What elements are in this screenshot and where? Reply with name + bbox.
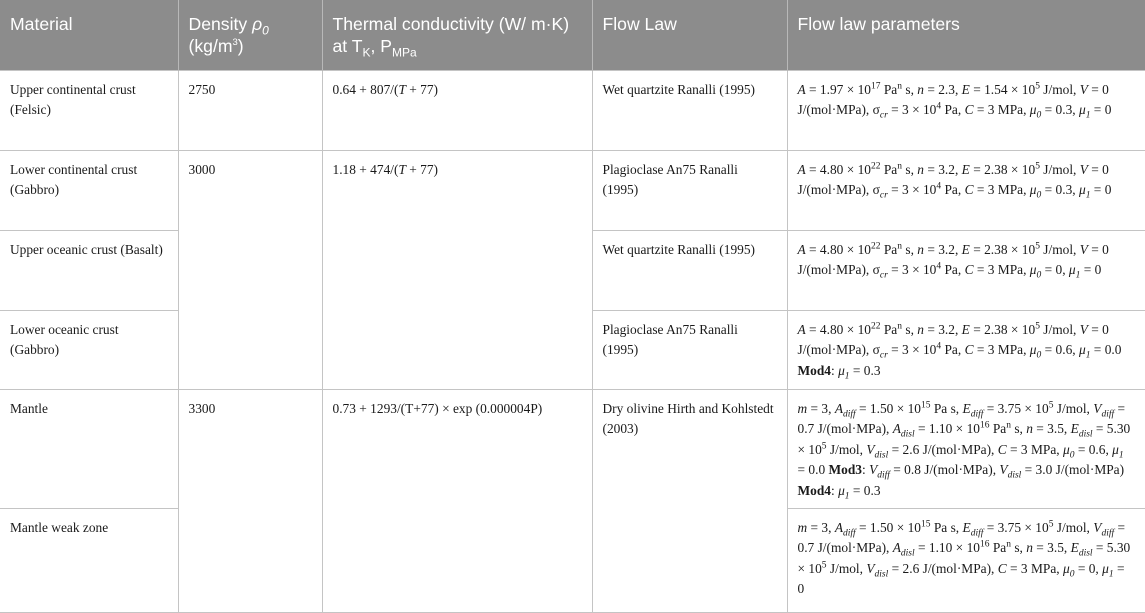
cell-material: Mantle xyxy=(0,389,178,508)
cell-flow-law: Wet quartzite Ranalli (1995) xyxy=(592,70,787,150)
cell-flow-law: Plagioclase An75 Ranalli (1995) xyxy=(592,310,787,389)
header-material: Material xyxy=(10,14,73,34)
cell-flow-params: $A = 4.80 \times 10^{22}$ Pa$^n$ s, n = 3.2, $E = 2.38 \times 10^5$ J/mol, V = 0 J/(mol·MPa), $\sigma_{cr} = 3 \times 10^4$ Pa, C = 3 MPa, $\mu_0 = 0.3$, $\mu_1 = 0$ xyxy=(787,150,1145,230)
header-row xyxy=(0,0,1145,70)
cell-conductivity: 0.64 + 807/(T + 77) xyxy=(322,70,592,150)
cell-density: 3300 xyxy=(178,389,322,612)
cell-conductivity: 0.73 + 1293/(T+77) × exp (0.000004P) xyxy=(322,389,592,612)
cell-material: Upper oceanic crust (Basalt) xyxy=(0,230,178,310)
header-flow-params: Flow law parameters xyxy=(787,0,1145,70)
cell-conductivity: 1.18 + 474/(T + 77) xyxy=(322,150,592,389)
cell-material: Lower continental crust (Gabbro) xyxy=(0,150,178,230)
cell-material: Upper continental crust (Felsic) xyxy=(0,70,178,150)
cell-material: Mantle weak zone xyxy=(0,508,178,612)
table-row xyxy=(0,70,1145,150)
cell-flow-params: m = 3, $A_{diff} = 1.50 \times 10^{15}$ Pa s, $E_{diff} = 3.75 \times 10^5$ J/mol, $V_{diff} = 0.7$ J/(mol·MPa), $A_{disl} = 1.10 \times 10^{16}$ Pa$^n$ s, n = 3.5, $E_{disl} = 5.30 \times 10^5$ J/mol, $V_{disl} = 2.6$ J/(mol·MPa), C = 3 MPa, $\mu_0 = 0$, $\mu_1 = 0$ xyxy=(787,508,1145,612)
cell-density: 3000 xyxy=(178,150,322,389)
cell-density: 2750 xyxy=(178,70,322,150)
cell-material: Lower oceanic crust (Gabbro) xyxy=(0,310,178,389)
header-density: Density $\rho_0$ $(kg/m^3)$ xyxy=(178,0,322,70)
cell-flow-law: Dry olivine Hirth and Kohlstedt (2003) xyxy=(592,389,787,612)
cell-flow-params: $A = 4.80 \times 10^{22}$ Pa$^n$ s, n = 3.2, $E = 2.38 \times 10^5$ J/mol, V = 0 J/(mol·MPa), $\sigma_{cr} = 3 \times 10^4$ Pa, C = 3 MPa, $\mu_0 = 0.6$, $\mu_1 = 0.0$ Mod4: $\mu_1 = 0.3$ xyxy=(787,310,1145,389)
table-row xyxy=(0,389,1145,508)
cell-flow-params: $A = 4.80 \times 10^{22}$ Pa$^n$ s, n = 3.2, $E = 2.38 \times 10^5$ J/mol, V = 0 J/(mol·MPa), $\sigma_{cr} = 3 \times 10^4$ Pa, C = 3 MPa, $\mu_0 = 0$, $\mu_1 = 0$ xyxy=(787,230,1145,310)
cell-flow-law: Plagioclase An75 Ranalli (1995) xyxy=(592,150,787,230)
table-row xyxy=(0,150,1145,230)
header-conductivity: Thermal conductivity (W/ m·K) at $T_K$, $P_{MPa}$ xyxy=(322,0,592,70)
cell-flow-law: Wet quartzite Ranalli (1995) xyxy=(592,230,787,310)
cell-flow-params: m = 3, $A_{diff} = 1.50 \times 10^{15}$ Pa s, $E_{diff} = 3.75 \times 10^5$ J/mol, $V_{diff} = 0.7$ J/(mol·MPa), $A_{disl} = 1.10 \times 10^{16}$ Pa$^n$ s, n = 3.5, $E_{disl} = 5.30 \times 10^5$ J/mol, $V_{disl} = 2.6$ J/(mol·MPa), C = 3 MPa, $\mu_0 = 0.6$, $\mu_1 = 0.0$ Mod3: $V_{diff} = 0.8$ J/(mol·MPa), $V_{disl} = 3.0$ J/(mol·MPa) Mod4: $\mu_1 = 0.3$ xyxy=(787,389,1145,508)
cell-flow-params: $A = 1.97 \times 10^{17}$ Pa$^n$ s, n = 2.3, $E = 1.54 \times 10^5$ J/mol, V = 0 J/(mol·MPa), $\sigma_{cr} = 3 \times 10^4$ Pa, C = 3 MPa, $\mu_0 = 0.3$, $\mu_1 = 0$ xyxy=(787,70,1145,150)
header-flow-law: Flow Law xyxy=(592,0,787,70)
